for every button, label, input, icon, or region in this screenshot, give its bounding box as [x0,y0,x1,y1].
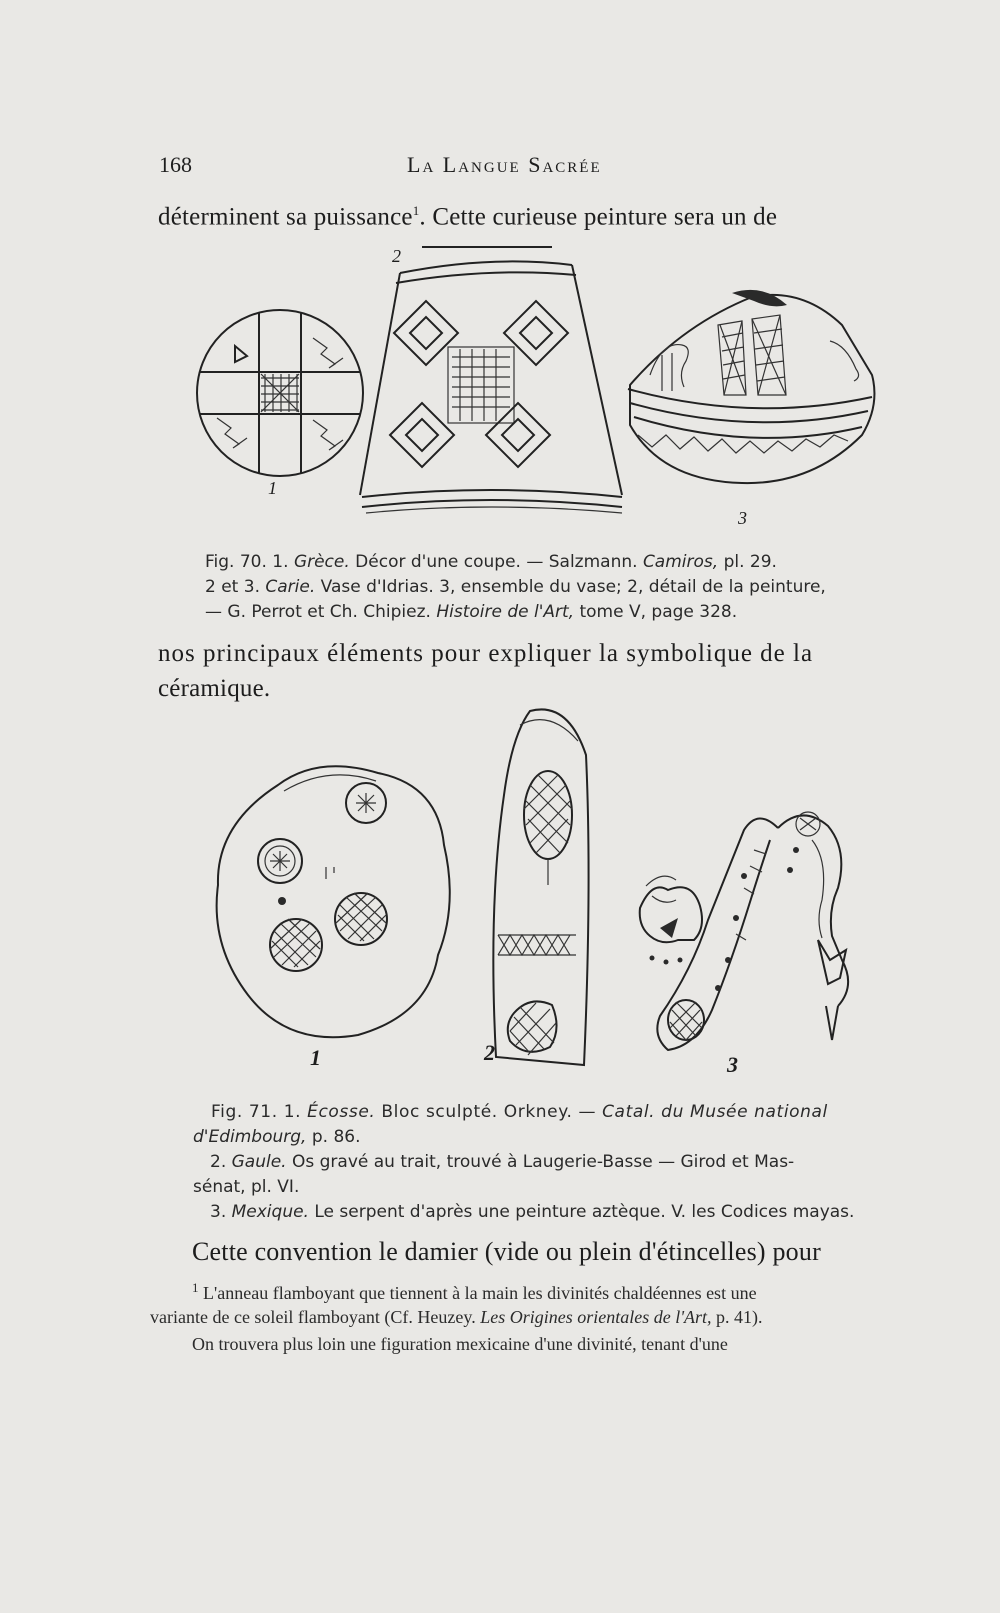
fig70-caption-line-2: 2 et 3. Carie. Vase d'Idrias. 3, ensemble du vase; 2, détail de la peinture, [205,577,826,597]
fig70-label-1: 1 [268,478,277,498]
fig70-vase-illustration [622,285,882,500]
body-line-3: céramique. [158,675,271,702]
fig71-label-3: 3 [727,1052,738,1077]
fig71-stone-illustration [208,755,468,1045]
footnote-line-2: variante de ce soleil flamboyant (Cf. Heuzey. Les Origines orientales de l'Art, p. 41). [150,1307,763,1327]
fig71-bone-illustration [490,705,600,1080]
body-line-1: déterminent sa puissance$^1$. Cette curieuse peinture sera un de [158,203,778,231]
fig70-label-3: 3 [738,508,747,528]
footnote-ref: 1 [412,203,420,218]
fig71-serpent-illustration [632,810,872,1080]
fig70-dish-illustration [195,308,365,478]
footnote-line-1: $^1$ L'anneau flamboyant que tiennent à la main les divinités chaldéennes est une [192,1280,757,1303]
fig71-caption-line-5: 3. Mexique. Le serpent d'après une peinture aztèque. V. les Codices mayas. [210,1202,855,1222]
fig71-caption-line-3: 2. Gaule. Os gravé au trait, trouvé à Laugerie-Basse — Girod et Mas- [210,1152,795,1172]
footnote-marker: 1 [192,1280,199,1295]
page-number: 168 [159,152,192,177]
fig70-vase-detail-illustration [360,245,630,525]
fig71-caption-line-4: sénat, pl. VI. [193,1177,300,1197]
body-line-2: nos principaux éléments pour expliquer la symbolique de la [158,640,814,667]
fig70-label-2: 2 [392,246,401,266]
fig71-caption-line-2: d'Edimbourg, p. 86. [193,1127,361,1147]
fig71-caption-line-1: Fig. 71. 1. Écosse. Bloc sculpté. Orkney. — Catal. du Musée national [211,1102,828,1122]
running-title: La Langue Sacrée [407,152,602,177]
fig70-caption-line-3: — G. Perrot et Ch. Chipiez. Histoire de l'Art, tome V, page 328. [205,602,738,622]
fig71-label-2: 2 [484,1040,495,1065]
body-line-4: Cette convention le damier (vide ou plein d'étincelles) pour [192,1237,821,1266]
footnote-line-3: On trouvera plus loin une figuration mexicaine d'une divinité, tenant d'une [192,1334,728,1354]
fig70-caption-line-1: Fig. 70. 1. Grèce. Décor d'une coupe. — Salzmann. Camiros, pl. 29. [205,552,777,572]
fig71-label-1: 1 [310,1045,321,1070]
